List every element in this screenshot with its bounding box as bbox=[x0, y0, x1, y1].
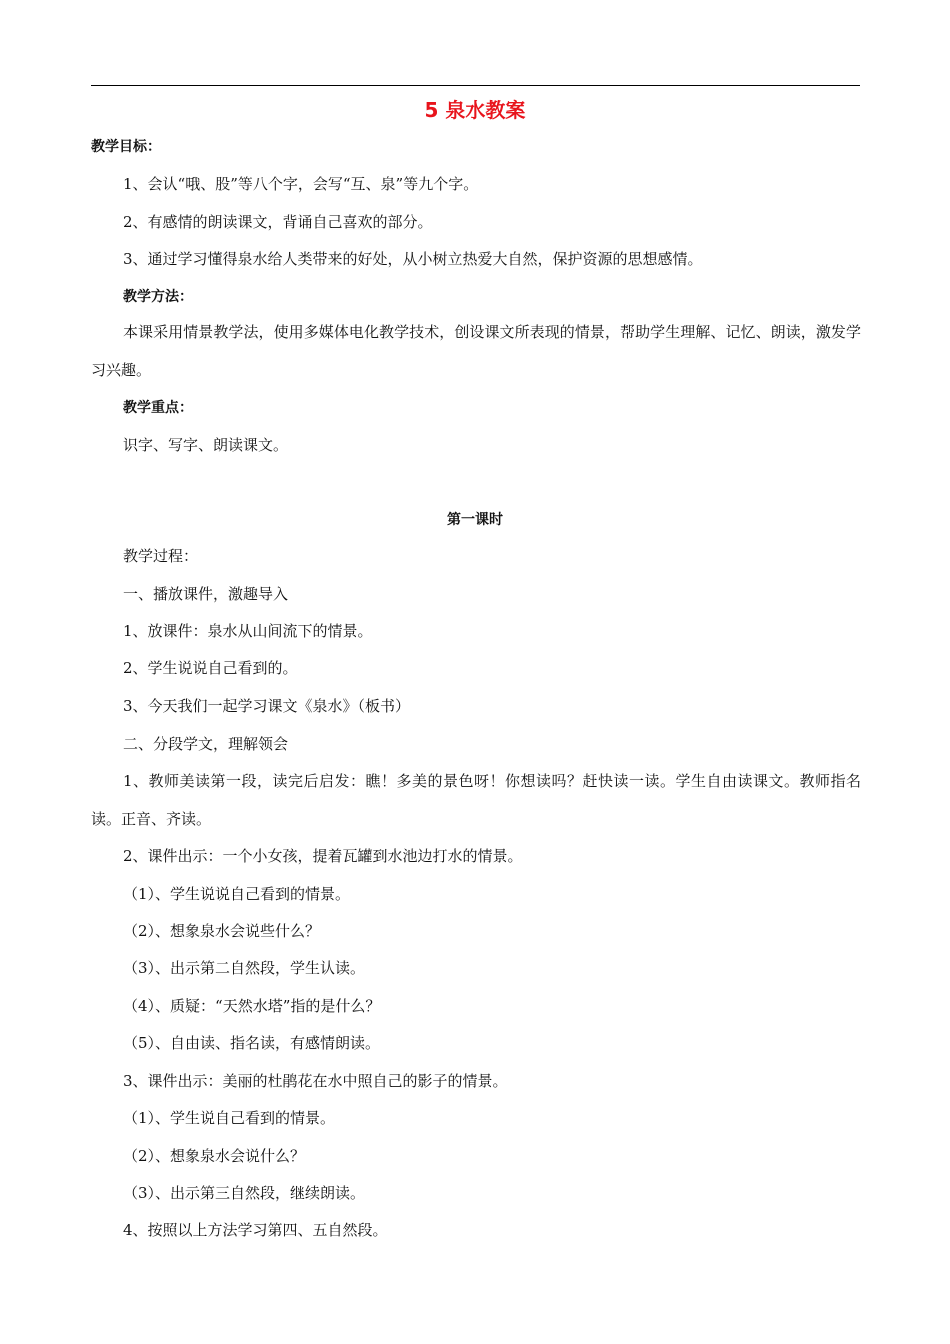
process-heading: 教学过程： bbox=[123, 547, 199, 565]
part1-item: 2、学生说说自己看到的。 bbox=[123, 659, 298, 677]
method-heading: 教学方法： bbox=[123, 289, 193, 305]
part2-item-2: 2、课件出示：一个小女孩，提着瓦罐到水池边打水的情景。 bbox=[123, 847, 523, 865]
page-title: 5 泉水教案 bbox=[424, 98, 526, 122]
part1-heading: 一、播放课件，激趣导入 bbox=[123, 585, 289, 603]
goal-item: 3、通过学习懂得泉水给人类带来的好处，从小树立热爱大自然，保护资源的思想感情。 bbox=[123, 250, 703, 268]
focus-text: 识字、写字、朗读课文。 bbox=[123, 436, 289, 454]
step-item: （5）、自由读、指名读，有感情朗读。 bbox=[123, 1034, 381, 1052]
method-paragraph: 本课采用情景教学法，使用多媒体电化教学技术，创设课文所表现的情景，帮助学生理解、记忆、朗读，激发学习兴趣。 bbox=[91, 323, 861, 379]
step-item: （3）、出示第三自然段，继续朗读。 bbox=[123, 1184, 366, 1202]
goal-item: 1、会认“哦、股”等八个字，会写“互、泉”等九个字。 bbox=[123, 175, 479, 193]
part2-item-3: 3、课件出示：美丽的杜鹃花在水中照自己的影子的情景。 bbox=[123, 1072, 508, 1090]
step-item: （1）、学生说自己看到的情景。 bbox=[123, 1109, 336, 1127]
step-item: （2）、想象泉水会说些什么？ bbox=[123, 922, 321, 940]
lesson-title: 第一课时 bbox=[447, 512, 503, 528]
focus-heading: 教学重点： bbox=[123, 400, 193, 416]
header-rule bbox=[91, 85, 860, 86]
part2-heading: 二、分段学文，理解领会 bbox=[123, 735, 289, 753]
step-item: （1）、学生说说自己看到的情景。 bbox=[123, 885, 351, 903]
step-item: （2）、想象泉水会说什么？ bbox=[123, 1147, 306, 1165]
part2-item-4: 4、按照以上方法学习第四、五自然段。 bbox=[123, 1221, 388, 1239]
step-item: （3）、出示第二自然段，学生认读。 bbox=[123, 959, 366, 977]
goals-heading: 教学目标： bbox=[91, 139, 161, 155]
part1-item: 3、今天我们一起学习课文《泉水》（板书） bbox=[123, 697, 411, 715]
step-item: （4）、质疑：“天然水塔”指的是什么？ bbox=[123, 997, 381, 1015]
goal-item: 2、有感情的朗读课文，背诵自己喜欢的部分。 bbox=[123, 213, 433, 231]
part1-item: 1、放课件：泉水从山间流下的情景。 bbox=[123, 622, 373, 640]
part2-item-1: 1、教师美读第一段，读完后启发：瞧！多美的景色呀！你想读吗？赶快读一读。学生自由读课文。教师指名读。正音、齐读。 bbox=[91, 772, 861, 828]
